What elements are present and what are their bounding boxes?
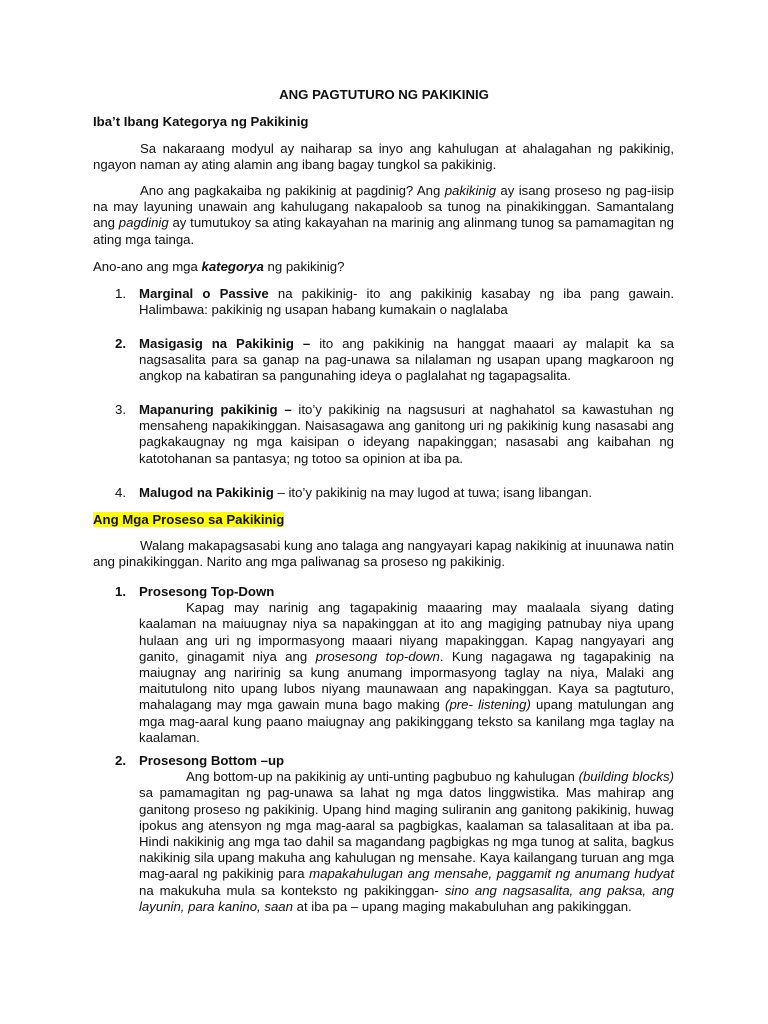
categories-question: Ano-ano ang mga kategorya ng pakikinig?	[93, 259, 345, 274]
process-title: Prosesong Top-Down	[139, 584, 275, 599]
section-heading-categories: Iba’t Ibang Kategorya ng Pakikinig	[93, 114, 309, 129]
list-item: 1. Prosesong Top-Down Kapag may narinig ang tagapakinig maaaring may maalaala siyang dating kaalaman na maiuugnay niya sa napakinggan at ito ang magiging patnubay niya upang hulaan ang uri ng impormasyong maaari niyang mapakinggan. Kapag nangyayari ang ganito, ginagamit niya ang prosesong top-down. Kung nagagawa ng tagapakinig na maiugnay ang naririnig sa kung anumang impormasyong taglay na niya, Malaki ang maitutulong nito upang lubos niyang maunawaan ang napakinggan. Kaya sa pagtuturo, mahalagang may mga gawain muna bago making (pre- listening) upang matulungan ang mga mag-aaral kung paano maiugnay ang pakikinggang teksto sa kanilang mga taglay na kaalaman.	[115, 584, 674, 745]
definition-paragraph: Ano ang pagkakaiba ng pakikinig at pagdinig? Ang pakikinig ay isang proseso ng pag-iisip na may layuning unawain ang kahulugang nakapaloob sa tunog na pinakikinggan. Samantalang ang pagdinig ay tumutukoy sa ating kakayahan na marinig ang alinmang tunog sa pamamagitan ng ating mga tainga.	[93, 183, 674, 247]
list-item: 4. Malugod na Pakikinig – ito’y pakikinig na may lugod at tuwa; isang libangan.	[115, 485, 592, 500]
list-item: 3. Mapanuring pakikinig – ito’y pakikinig na nagsusuri at naghahatol sa kawastuhan ng mensaheng napakikinggan. Naisasagawa ang ganitong uri ng pakikinig kung nasasabi ang pagkakaugnay ng mga kaisipan o ideyang napakinggan; nasasabi ang kaibahan ng katotohanan sa pantasya; ng totoo sa opinion at iba pa.	[115, 402, 674, 466]
process-title: Prosesong Bottom –up	[139, 753, 285, 768]
section-heading-processes: Ang Mga Proseso sa Pakikinig	[93, 512, 285, 527]
list-item: 1. Marginal o Passive na pakikinig- ito ang pakikinig kasabay ng iba pang gawain. Halimbawa: pakikinig ng usapan habang kumakain o naglalaba	[115, 286, 674, 318]
page-title: ANG PAGTUTURO NG PAKIKINIG	[279, 87, 489, 102]
intro-paragraph: Sa nakaraang modyul ay naiharap sa inyo ang kahulugan at ahalagahan ng pakikinig, ngayon naman ay ating alamin ang ibang bagay tungkol sa pakikinig.	[93, 141, 674, 173]
list-item: 2. Prosesong Bottom –up Ang bottom-up na pakikinig ay unti-unting pagbubuo ng kahulugan (building blocks) sa pamamagitan ng pag-unawa sa lahat ng mga datos linggwistika. Mas mahirap ang ganitong proseso ng pakikinig. Upang hind maging suliranin ang ganitong pakikinig, huwag ipokus ang atensyon ng mga mag-aaral sa pagbigkas, kaalaman sa talasalitaan at iba pa. Hindi nakikinig ang mga tao dahil sa magandang pagbigkas ng mga tunog at salita, bagkus nakikinig sila upang makuha ang kahulugan ng mensahe. Kaya kailangang turuan ang mga mag-aaral ng pakikinig para mapakahulugan ang mensahe, paggamit ng anumang hudyat na makukuha mula sa konteksto ng pakikinggan- sino ang nagsasalita, ang paksa, ang layunin, para kanino, saan at iba pa – upang maging makabuluhan ang pakikinggan.	[115, 753, 674, 914]
processes-intro-paragraph: Walang makapagsasabi kung ano talaga ang nangyayari kapag nakikinig at inuunawa natin ang pinakikinggan. Narito ang mga paliwanag sa proseso ng pakikinig.	[93, 538, 674, 570]
list-item: 2. Masigasig na Pakikinig – ito ang pakikinig na hanggat maaari ay malapit ka sa nagsasalita para sa ganap na pag-unawa sa nilalaman ng usapan upang magkaroon ng angkop na kabatiran sa pangunahing ideya o paglalahat ng tagapagsalita.	[115, 336, 675, 384]
